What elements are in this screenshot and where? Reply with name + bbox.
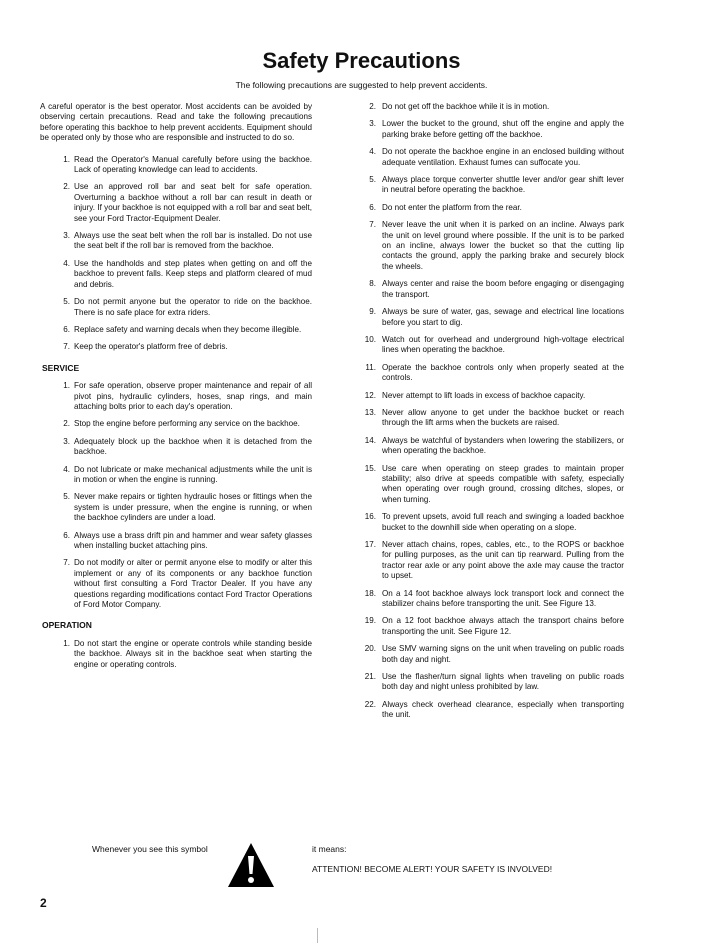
list-item: 21. Use the flasher/turn signal lights when traveling on public roads both day and night unless prohibited by law. [364,672,624,692]
list-item: 9. Always be sure of water, gas, sewage and electrical line locations before you start to dig. [369,307,624,327]
intro-paragraph: A careful operator is the best operator. Most accidents can be avoided by observing certain precautions. Read and take the following precautions before operating this backhoe to help prevent accidents. Equipment should be operated only by those who are responsible and instructed to do so. [40,102,312,143]
list-item: 11. Operate the backhoe controls only when properly seated at the controls. [365,362,624,383]
list-item: 5. Never make repairs or tighten hydraulic hoses or fittings when the system is under pressure, when the engine is running, or when the backhoe cylinders are under a load. [63,492,312,523]
list-item: 2. Stop the engine before performing any service on the backhoe. [63,419,300,429]
list-item: 7. Do not modify or alter or permit anyone else to modify or alter this implement or any of its components or any backhoe function without first consulting a Ford Tractor Dealer. If you have any questions regarding modifications contact Ford Tractor Operations of Ford Motor Company. [63,558,312,610]
page-title: Safety Precautions [262,48,461,73]
page-number: 2 [40,896,47,910]
list-item: 4. Do not lubricate or make mechanical adjustments while the unit is in motion or when the engine is running. [63,464,312,484]
list-item: 16. To prevent upsets, avoid full reach and swinging a loaded backhoe bucket to the downhill side when operating on a slope. [364,512,624,532]
list-item: 2. Do not get off the backhoe while it is in motion. [369,102,550,111]
list-item: 10. Watch out for overhead and underground high-voltage electrical lines when operating the backhoe. [364,334,624,355]
list-item: 18. On a 14 foot backhoe always lock transport lock and connect the stabilizer chains before transporting the unit. See Figure 13. [364,588,624,609]
divider [317,928,318,943]
symbol-meaning-label: it means: [312,844,347,854]
symbol-meaning-text: ATTENTION! BECOME ALERT! YOUR SAFETY IS INVOLVED! [312,864,553,874]
list-item: 5. Always place torque converter shuttle lever and/or gear shift lever in neutral before operating the backhoe. [369,175,624,195]
operation-heading: OPERATION [42,620,92,631]
operation-list-left [40,639,312,670]
list-item: 14. Always be watchful of bystanders when lowering the stabilizers, or when operating the backhoe. [364,435,624,456]
list-item: 7. Never leave the unit when it is parked on an incline. Always park the unit on level ground where possible. If the unit is to be parked on an incline, always lower the bucket so that the cutting lip contacts the ground, apply the parking brake and securely block the wheels. [369,220,624,271]
warning-triangle-icon [227,842,275,888]
list-item: 6. Replace safety and warning decals when they become illegible. [63,324,302,334]
list-item: 22. Always check overhead clearance, especially when transporting the unit. [364,699,624,720]
list-item: 12. Never attempt to lift loads in excess of backhoe capacity. [364,390,586,400]
list-item: 6. Do not enter the platform from the rear. [369,202,522,212]
list-item: 20. Use SMV warning signs on the unit when traveling on public roads both day and night. [364,644,624,664]
list-item: 17. Never attach chains, ropes, cables, etc., to the ROPS or backhoe for pulling purposes, as the unit can tip rearward. Pulling from the tractor rear axle or any point above the axle may cause the tractor to upset. [364,540,624,581]
list-item: 3. Lower the bucket to the ground, shut off the engine and apply the parking brake before getting off the backhoe. [369,119,624,139]
general-list [40,155,312,353]
list-item: 19. On a 12 foot backhoe always attach the transport chains before transporting the unit. See Figure 12. [364,616,624,636]
list-item: 15. Use care when operating on steep grades to maintain proper stability; also drive at speeds compatible with safety, especially when operating over rough ground, crossing ditches, slopes, or when turning. [364,463,624,504]
list-item: 6. Always use a brass drift pin and hammer and wear safety glasses when installing bucket attaching pins. [63,530,312,550]
list-item: 4. Do not operate the backhoe engine in an enclosed building without adequate ventilation. Exhaust fumes can suffocate you. [369,147,624,167]
list-item: 1. Do not start the engine or operate controls while standing beside the backhoe. Always sit in the backhoe seat when starting the engine or operating controls. [63,638,312,669]
list-item: 3. Always use the seat belt when the roll bar is installed. Do not use the seat belt if the roll bar is removed from the backhoe. [63,231,312,251]
operation-list-right [362,102,624,721]
list-item: 4. Use the handholds and step plates when getting on and off the backhoe to prevent falls. Keep steps and platform cleared of mud and debris. [63,258,312,289]
service-heading: SERVICE [42,362,80,373]
symbol-intro-text: Whenever you see this symbol [92,844,208,854]
left-column [40,102,312,677]
page-subtitle: The following precautions are suggested to help prevent accidents. [235,80,488,90]
list-item: 1. For safe operation, observe proper maintenance and repair of all pivot pins, hydraulic cylinders, hoses, snap rings, and main attaching bolts prior to each day's operation. [63,381,312,411]
list-item: 7. Keep the operator's platform free of debris. [63,342,228,352]
list-item: 1. Read the Operator's Manual carefully before using the backhoe. Lack of operating knowledge can lead to accidents. [63,154,312,175]
list-item: 5. Do not permit anyone but the operator to ride on the backhoe. There is no safe place for extra riders. [63,297,312,317]
service-list [40,381,312,610]
list-item: 13. Never allow anyone to get under the backhoe bucket or reach through the lift arms when the buckets are raised. [364,407,624,428]
list-item: 3. Adequately block up the backhoe when it is detached from the backhoe. [63,436,312,457]
list-item: 2. Use an approved roll bar and seat belt for safe operation. Overturning a backhoe without a roll bar can result in death or injury. If your backhoe is not equipped with a roll bar and seat belt, see your Ford Tractor-Equipment Dealer. [63,182,312,223]
list-item: 8. Always center and raise the boom before engaging or disengaging the transport. [369,279,624,299]
right-column [362,102,624,728]
